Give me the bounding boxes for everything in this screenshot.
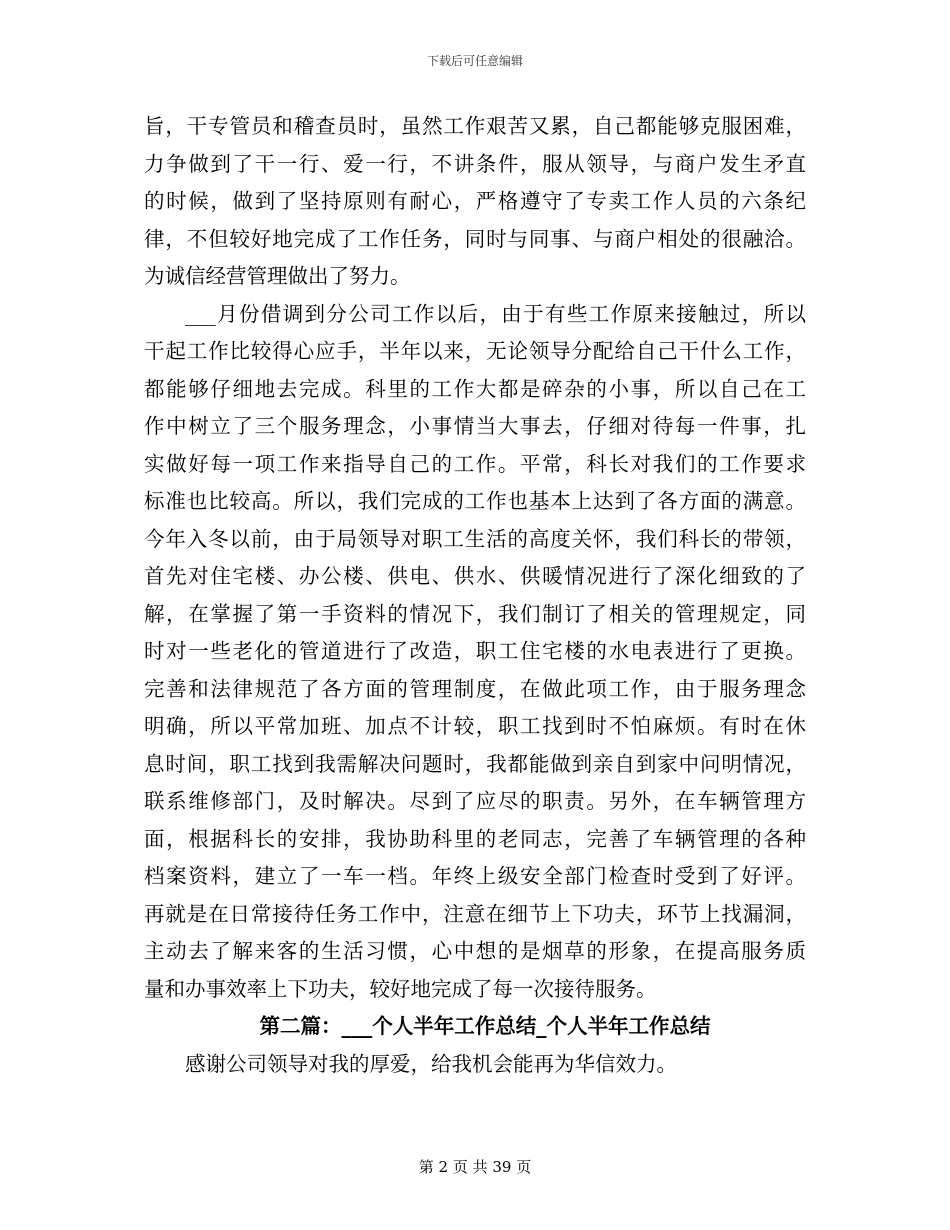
document-body bbox=[144, 108, 806, 1083]
text-line: 完善和法律规范了各方面的管理制度，在做此项工作，由于服务理念 bbox=[144, 676, 806, 701]
text-line: 主动去了解来客的生活习惯，心中想的是烟草的形象，在提高服务质 bbox=[144, 939, 806, 963]
text-line: 明确，所以平常加班、加点不计较，职工找到时不怕麻烦。有时在休 bbox=[144, 714, 806, 738]
text-line: 标准也比较高。所以，我们完成的工作也基本上达到了各方面的满意。 bbox=[144, 489, 806, 513]
text-line: 首先对住宅楼、办公楼、供电、供水、供暖情况进行了深化细致的了 bbox=[144, 564, 806, 588]
text-line: 解，在掌握了第一手资料的情况下，我们制订了相关的管理规定，同 bbox=[144, 601, 806, 626]
text-line: 干起工作比较得心应手，半年以来，无论领导分配给自己干什么工作， bbox=[144, 339, 806, 363]
text-line: 作中树立了三个服务理念，小事情当大事去，仔细对待每一件事，扎 bbox=[144, 414, 806, 438]
section-heading: 第二篇：___个人半年工作总结_个人半年工作总结 bbox=[259, 1014, 711, 1038]
paragraph-2 bbox=[144, 296, 806, 1009]
text-line: 联系维修部门，及时解决。尽到了应尽的职责。另外，在车辆管理方 bbox=[144, 789, 806, 813]
text-line: 时对一些老化的管道进行了改造，职工住宅楼的水电表进行了更换。 bbox=[144, 639, 806, 663]
text-line: 的时候，做到了坚持原则有耐心，严格遵守了专卖工作人员的六条纪 bbox=[144, 189, 806, 213]
paragraph-1 bbox=[144, 108, 806, 296]
text-line: 为诚信经营管理做出了努力。 bbox=[144, 264, 411, 288]
text-line: 都能够仔细地去完成。科里的工作大都是碎杂的小事，所以自己在工 bbox=[144, 376, 806, 401]
text-line: 息时间，职工找到我需解决问题时，我都能做到亲自到家中问明情况， bbox=[144, 751, 806, 776]
page-number: 第 2 页 共 39 页 bbox=[418, 1158, 532, 1176]
text-line: 实做好每一项工作来指导自己的工作。平常，科长对我们的工作要求 bbox=[144, 451, 806, 476]
text-line: ___月份借调到分公司工作以后，由于有些工作原来接触过，所以 bbox=[185, 301, 806, 326]
text-line: 再就是在日常接待任务工作中，注意在细节上下功夫，环节上找漏洞， bbox=[144, 901, 806, 926]
page-header: 下载后可任意编辑 bbox=[426, 54, 523, 68]
text-line: 档案资料，建立了一车一档。年终上级安全部门检查时受到了好评。 bbox=[144, 864, 806, 888]
text-line: 旨，干专管员和稽查员时，虽然工作艰苦又累，自己都能够克服困难， bbox=[144, 114, 806, 138]
text-line: 面，根据科长的安排，我协助科里的老同志，完善了车辆管理的各种 bbox=[144, 826, 806, 851]
paragraph-3: 感谢公司领导对我的厚爱，给我机会能再为华信效力。 bbox=[185, 1051, 677, 1076]
text-line: 力争做到了干一行、爱一行，不讲条件，服从领导，与商户发生矛直 bbox=[144, 151, 806, 176]
text-line: 今年入冬以前，由于局领导对职工生活的高度关怀，我们科长的带领， bbox=[144, 526, 806, 551]
text-line: 律，不但较好地完成了工作任务，同时与同事、与商户相处的很融洽。 bbox=[144, 226, 806, 251]
text-line: 量和办事效率上下功夫，较好地完成了每一次接待服务。 bbox=[144, 976, 657, 1001]
